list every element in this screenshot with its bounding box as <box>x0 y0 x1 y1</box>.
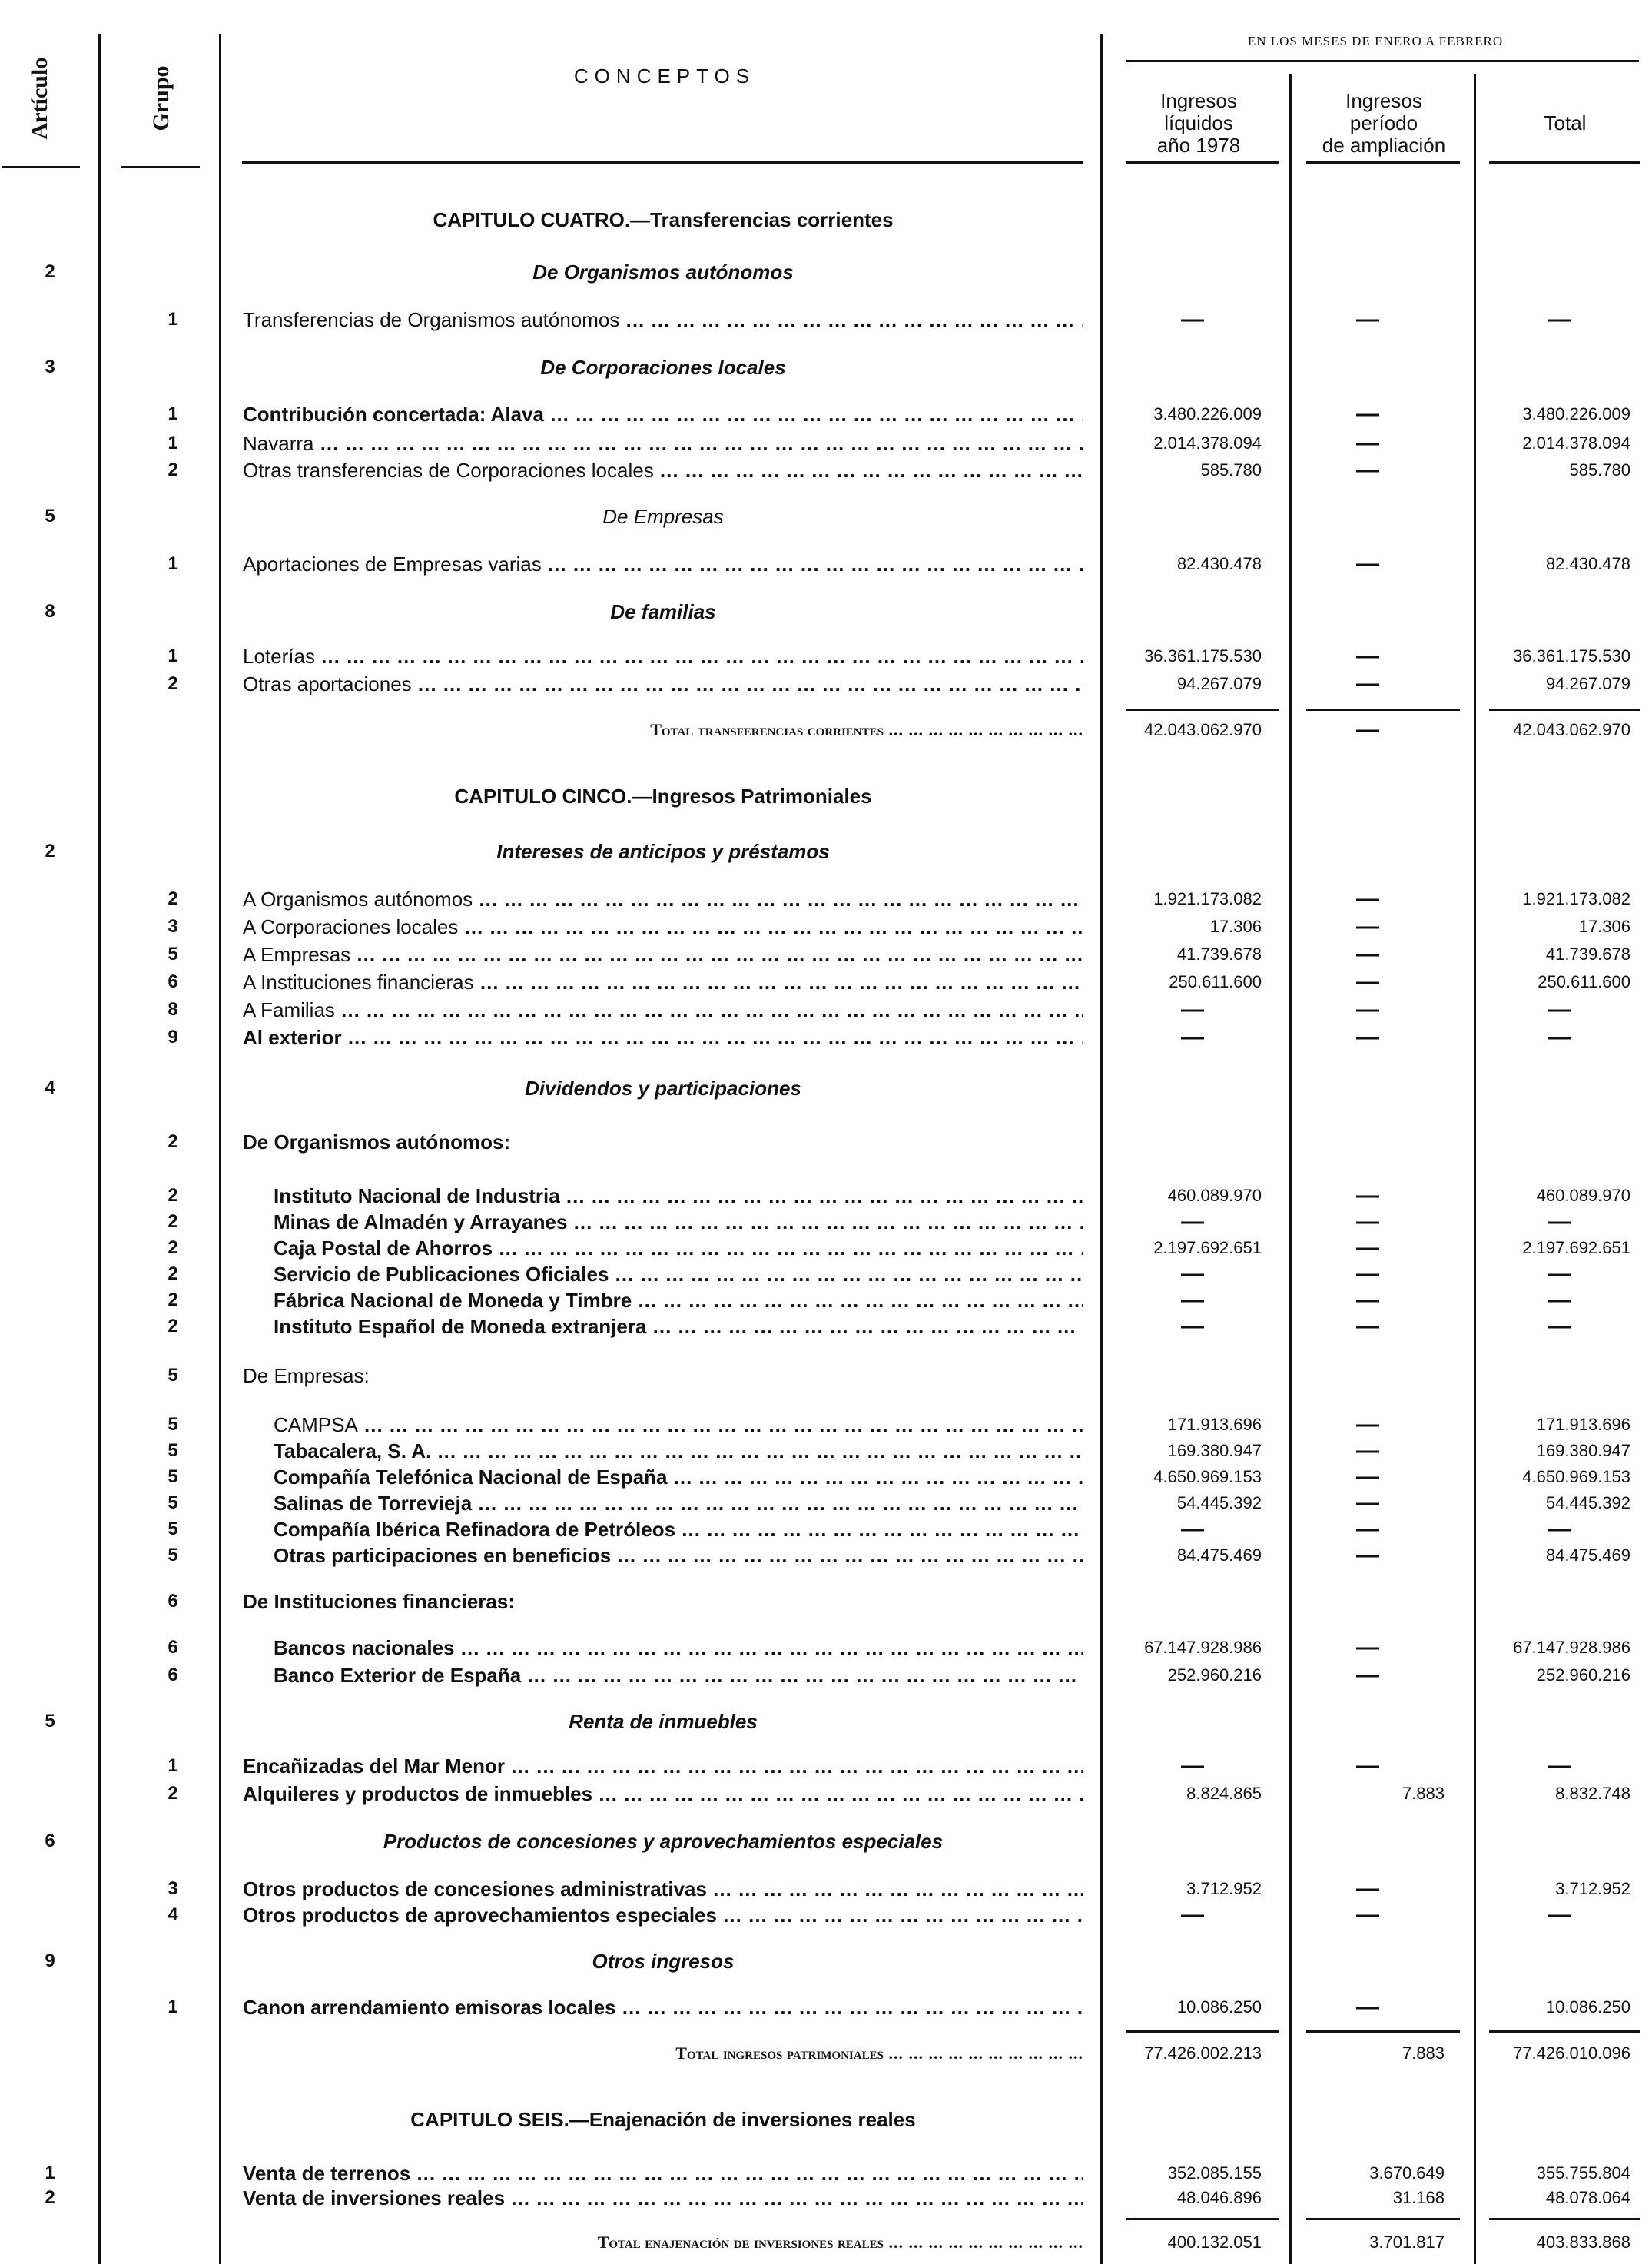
value-col3: — <box>1548 1516 1571 1542</box>
group-number: 6 <box>168 1637 178 1658</box>
value-col1: 41.739.678 <box>1176 944 1262 964</box>
value-col3: 460.089.970 <box>1536 1186 1630 1205</box>
concept-label: Otros productos de aprovechamientos especiales ... . <box>243 1901 1083 1929</box>
value-col2: — <box>1356 1412 1379 1437</box>
group-number: 2 <box>168 1783 178 1804</box>
sum-rule-col2 <box>1306 2030 1460 2033</box>
group-number: 8 <box>168 999 178 1020</box>
value-col2: — <box>1356 1994 1379 2020</box>
chapter-6-total-row <box>0 2229 1652 2256</box>
sum-rule-col2 <box>1306 709 1460 711</box>
table-row <box>0 430 1652 457</box>
chapter-5-title-row <box>0 782 1652 810</box>
table-row <box>0 1634 1652 1661</box>
sum-rule-col1 <box>1126 709 1279 711</box>
table-row <box>0 2159 1652 2187</box>
group-number: 3 <box>168 916 178 937</box>
sum-rule-col2 <box>1306 2218 1460 2220</box>
group-number: 5 <box>168 1545 178 1565</box>
value-col2: — <box>1356 1438 1379 1463</box>
concept-label: A Empresas ... . <box>243 941 1083 968</box>
table-row <box>0 2184 1652 2212</box>
value-col1: 8.824.865 <box>1186 1784 1262 1803</box>
header-rule-col2 <box>1306 161 1460 164</box>
value-col1: 252.960.216 <box>1167 1665 1262 1685</box>
header-rule-grp <box>121 166 200 168</box>
concept-label: Navarra ... . <box>243 430 1083 457</box>
group-number: 1 <box>168 433 178 453</box>
value-col2: — <box>1356 1235 1379 1260</box>
header-col1-line1: Ingresos <box>1160 89 1237 112</box>
section-heading-row <box>0 1708 1652 1735</box>
value-col3: — <box>1548 1313 1571 1339</box>
article-number: 3 <box>45 357 55 377</box>
header-col-ingresos-liquidos <box>1106 90 1291 157</box>
table-row <box>0 1780 1652 1808</box>
total-label: Total ingresos patrimoniales ... . <box>243 2040 1083 2067</box>
value-col1: 67.147.928.986 <box>1144 1638 1262 1657</box>
value-col2: — <box>1356 1287 1379 1313</box>
value-col3: 94.267.079 <box>1545 674 1630 693</box>
group-number: 2 <box>168 1185 178 1206</box>
value-col1: — <box>1181 1313 1204 1339</box>
value-col1: — <box>1181 307 1204 332</box>
table-row <box>0 1752 1652 1780</box>
value-col1: — <box>1181 997 1204 1022</box>
total-label: Total enajenación de inversiones reales ... . <box>243 2229 1083 2256</box>
subgroup-heading-row <box>0 1588 1652 1615</box>
group-number: 1 <box>168 403 178 424</box>
header-articulo: Artículo <box>27 57 52 140</box>
table-row <box>0 1437 1652 1465</box>
chapter-4-total-row <box>0 716 1652 744</box>
value-col3: — <box>1548 1261 1571 1286</box>
table-row <box>0 642 1652 670</box>
table-row <box>0 941 1652 968</box>
value-col2: — <box>1356 643 1379 669</box>
article-number: 5 <box>45 506 55 526</box>
value-col1: — <box>1181 1024 1204 1050</box>
concept-label: A Organismos autónomos ... . <box>243 885 1083 913</box>
concept-label: Contribución concertada: Alava ... . <box>243 400 1083 428</box>
total-col2: — <box>1356 717 1379 742</box>
subgroup-heading-row <box>0 1128 1652 1156</box>
value-col3: 67.147.928.986 <box>1513 1638 1630 1657</box>
group-number: 5 <box>168 944 178 964</box>
group-number: 1 <box>168 1997 178 2017</box>
article-number: 1 <box>45 2163 55 2183</box>
group-number: 5 <box>168 1440 178 1461</box>
value-col3: 10.086.250 <box>1545 1997 1630 2017</box>
concept-label: Venta de terrenos ... . <box>243 2159 1083 2187</box>
section-title: De Empresas <box>602 505 724 528</box>
value-col3: 17.306 <box>1578 917 1630 936</box>
value-col2: — <box>1356 886 1379 911</box>
article-number: 9 <box>45 1950 55 1971</box>
sum-rule-col1 <box>1126 2030 1279 2033</box>
section-title: De Corporaciones locales <box>540 356 786 379</box>
header-col2-line2: período <box>1349 111 1418 134</box>
concept-label: Bancos nacionales ... . <box>274 1634 1083 1661</box>
concept-label: Otras aportaciones ... . <box>243 670 1083 698</box>
concept-label: Instituto Nacional de Industria ... . <box>274 1182 1083 1210</box>
article-number: 2 <box>45 261 55 282</box>
value-col3: 171.913.696 <box>1536 1415 1630 1434</box>
value-col3: 84.475.469 <box>1545 1545 1630 1565</box>
value-col2: — <box>1356 1662 1379 1688</box>
value-col3: — <box>1548 1902 1571 1927</box>
header-rule-art <box>2 166 80 168</box>
table-row <box>0 1993 1652 2021</box>
group-number: 6 <box>168 1665 178 1685</box>
value-col3: 169.380.947 <box>1536 1441 1630 1460</box>
value-col2: — <box>1356 307 1379 332</box>
table-row <box>0 1182 1652 1210</box>
value-col1: — <box>1181 1902 1204 1927</box>
section-title: Otros ingresos <box>592 1950 735 1973</box>
value-col2: — <box>1356 1635 1379 1660</box>
sum-rule-col1 <box>1126 2218 1279 2220</box>
value-col2: — <box>1356 430 1379 456</box>
article-number: 6 <box>45 1831 55 1851</box>
article-number: 2 <box>45 841 55 861</box>
header-col-ingresos-ampliacion <box>1293 90 1475 157</box>
value-col3: 41.739.678 <box>1545 944 1630 964</box>
value-col2: — <box>1356 914 1379 939</box>
concept-label: Fábrica Nacional de Moneda y Timbre ... . <box>274 1286 1083 1314</box>
value-col2: — <box>1356 1753 1379 1778</box>
concept-label: Salinas de Torrevieja ... . <box>274 1489 1083 1517</box>
value-col3: 48.078.064 <box>1545 2188 1630 2207</box>
total-col3: 403.833.868 <box>1536 2232 1630 2252</box>
section-heading-row <box>0 1074 1652 1102</box>
section-title: Productos de concesiones y aprovechamientos especiales <box>383 1830 944 1853</box>
concept-label: Banco Exterior de España ... . <box>274 1661 1083 1689</box>
value-col2: — <box>1356 941 1379 967</box>
total-col1: 77.426.002.213 <box>1144 2043 1262 2063</box>
concept-label: Transferencias de Organismos autónomos ... . <box>243 306 1083 334</box>
value-col3: 8.832.748 <box>1555 1784 1630 1803</box>
value-col2: — <box>1356 1490 1379 1515</box>
value-col2: — <box>1356 1024 1379 1050</box>
value-col3: 1.921.173.082 <box>1522 889 1630 908</box>
value-col1: 17.306 <box>1209 917 1262 936</box>
total-col3: 42.043.062.970 <box>1513 720 1630 739</box>
concept-label: Loterías ... . <box>243 642 1083 670</box>
group-number: 2 <box>168 1263 178 1284</box>
concept-label: Otros productos de concesiones administrativas ... . <box>243 1875 1083 1903</box>
group-number: 2 <box>168 1211 178 1232</box>
value-col1: 48.046.896 <box>1176 2188 1262 2207</box>
group-number: 1 <box>168 646 178 666</box>
value-col2: — <box>1356 1902 1379 1927</box>
total-col3: 77.426.010.096 <box>1513 2043 1630 2063</box>
group-number: 5 <box>168 1414 178 1435</box>
value-col3: 4.650.969.153 <box>1522 1467 1630 1486</box>
header-period: EN LOS MESES DE ENERO A FEBRERO <box>1247 34 1504 48</box>
value-col2: — <box>1356 671 1379 696</box>
value-col1: 585.780 <box>1200 460 1262 480</box>
value-col3: 82.430.478 <box>1545 554 1630 573</box>
concept-label: Otras transferencias de Corporaciones locales ... . <box>243 456 1083 484</box>
header-col1-line2: líquidos <box>1164 111 1233 134</box>
section-heading-row <box>0 598 1652 626</box>
concept-label: Servicio de Publicaciones Oficiales ... . <box>274 1260 1083 1288</box>
value-col1: 2.014.378.094 <box>1153 433 1262 453</box>
table-row <box>0 1515 1652 1543</box>
sum-rule-col3 <box>1489 709 1640 711</box>
value-col3: 2.014.378.094 <box>1522 433 1630 453</box>
table-row <box>0 1024 1652 1051</box>
table-row <box>0 1489 1652 1517</box>
value-col3: — <box>1548 307 1571 332</box>
group-number: 2 <box>168 460 178 480</box>
value-col2: — <box>1356 1464 1379 1489</box>
subgroup-label: De Instituciones financieras: <box>243 1590 515 1613</box>
table-row <box>0 670 1652 698</box>
chapter-5-title: CAPITULO CINCO.—Ingresos Patrimoniales <box>454 785 872 808</box>
group-number: 2 <box>168 1237 178 1258</box>
value-col3: — <box>1548 1287 1571 1313</box>
value-col3: 3.712.952 <box>1555 1879 1630 1898</box>
value-col1: 4.650.969.153 <box>1153 1467 1262 1486</box>
value-col2: — <box>1356 457 1379 483</box>
concept-label: Otras participaciones en beneficios ... . <box>274 1542 1083 1569</box>
value-col1: 54.445.392 <box>1176 1493 1262 1512</box>
total-col2: 7.883 <box>1402 2043 1445 2063</box>
header-col-total: Total <box>1544 111 1587 134</box>
group-number: 5 <box>168 1519 178 1539</box>
concept-label: Encañizadas del Mar Menor ... . <box>243 1752 1083 1780</box>
table-row <box>0 1875 1652 1903</box>
table-row <box>0 968 1652 996</box>
group-number: 3 <box>168 1878 178 1899</box>
chapter-4-title-row <box>0 206 1652 234</box>
value-col2: — <box>1356 997 1379 1022</box>
value-col1: 3.480.226.009 <box>1153 404 1262 423</box>
value-col2: 31.168 <box>1392 2188 1445 2207</box>
chapter-6-title: CAPITULO SEIS.—Enajenación de inversiones reales <box>410 2108 916 2131</box>
concept-label: Compañía Telefónica Nacional de España ... . <box>274 1463 1083 1491</box>
sum-rule-col3 <box>1489 2030 1640 2033</box>
value-col1: 1.921.173.082 <box>1153 889 1262 908</box>
value-col1: 94.267.079 <box>1176 674 1262 693</box>
concept-label: CAMPSA ... . <box>274 1411 1083 1439</box>
header-grupo: Grupo <box>148 65 174 131</box>
value-col1: 82.430.478 <box>1176 554 1262 573</box>
group-number: 2 <box>168 673 178 694</box>
table-row <box>0 885 1652 913</box>
value-col1: — <box>1181 1516 1204 1542</box>
concept-label: Compañía Ibérica Refinadora de Petróleos ... . <box>274 1515 1083 1543</box>
article-number: 5 <box>45 1711 55 1731</box>
section-heading-row <box>0 354 1652 381</box>
concept-label: Alquileres y productos de inmuebles ... . <box>243 1780 1083 1808</box>
chapter-5-total-row <box>0 2040 1652 2067</box>
subgroup-heading-row <box>0 1362 1652 1389</box>
table-row <box>0 306 1652 334</box>
table-row <box>0 996 1652 1024</box>
value-col1: 36.361.175.530 <box>1144 646 1262 666</box>
concept-label: A Instituciones financieras ... . <box>243 968 1083 996</box>
total-col1: 42.043.062.970 <box>1144 720 1262 739</box>
value-col2: — <box>1356 1183 1379 1208</box>
header-rule-conceptos <box>242 161 1083 164</box>
table-row <box>0 1411 1652 1439</box>
group-number: 2 <box>168 1290 178 1310</box>
group-number: 4 <box>168 1904 178 1925</box>
value-col3: 54.445.392 <box>1545 1493 1630 1512</box>
concept-label: Tabacalera, S. A. ... . <box>274 1437 1083 1465</box>
value-col2: 3.670.649 <box>1369 2163 1445 2183</box>
section-heading-row <box>0 1827 1652 1855</box>
group-number: 9 <box>168 1027 178 1047</box>
header-conceptos: CONCEPTOS <box>573 65 756 88</box>
value-col3: 250.611.600 <box>1538 972 1630 991</box>
chapter-4-title: CAPITULO CUATRO.—Transferencias corrientes <box>433 208 894 231</box>
value-col1: 3.712.952 <box>1186 1879 1262 1898</box>
table-row <box>0 456 1652 484</box>
group-number: 2 <box>168 1131 178 1152</box>
group-number: 5 <box>168 1466 178 1487</box>
value-col1: 171.913.696 <box>1167 1415 1262 1434</box>
value-col2: 7.883 <box>1402 1784 1445 1803</box>
header-col2-line1: Ingresos <box>1345 89 1422 112</box>
table-row <box>0 400 1652 428</box>
table-row <box>0 550 1652 578</box>
section-title: Dividendos y participaciones <box>525 1077 801 1100</box>
article-number: 8 <box>45 601 55 622</box>
value-col2: — <box>1356 1209 1379 1234</box>
value-col3: — <box>1548 1753 1571 1778</box>
group-number: 6 <box>168 1591 178 1612</box>
section-heading-row <box>0 258 1652 286</box>
value-col2: — <box>1356 1261 1379 1286</box>
table-row <box>0 1661 1652 1689</box>
table-row <box>0 1901 1652 1929</box>
header-rule-col3 <box>1489 161 1640 164</box>
value-col2: — <box>1356 551 1379 576</box>
header-rule-col1 <box>1126 161 1279 164</box>
sum-rule-col3 <box>1489 2218 1640 2220</box>
total-col2: 3.701.817 <box>1369 2232 1445 2252</box>
value-col1: 2.197.692.651 <box>1153 1238 1262 1257</box>
chapter-6-title-row <box>0 2106 1652 2133</box>
table-row <box>0 1208 1652 1236</box>
value-col2: — <box>1356 1876 1379 1901</box>
value-col2: — <box>1356 1516 1379 1542</box>
table-row <box>0 913 1652 941</box>
subgroup-label: De Organismos autónomos: <box>243 1130 511 1154</box>
section-heading-row <box>0 503 1652 530</box>
value-col1: — <box>1181 1209 1204 1234</box>
concept-label: A Familias ... . <box>243 996 1083 1024</box>
group-number: 1 <box>168 309 178 330</box>
total-col1: 400.132.051 <box>1167 2232 1262 2252</box>
group-number: 2 <box>168 888 178 909</box>
group-number: 1 <box>168 1755 178 1776</box>
article-number: 4 <box>45 1077 55 1098</box>
section-heading-row <box>0 838 1652 865</box>
group-number: 6 <box>168 971 178 992</box>
value-col3: 252.960.216 <box>1536 1665 1630 1685</box>
concept-label: Venta de inversiones reales ... . <box>243 2184 1083 2212</box>
header-col2-line3: de ampliación <box>1322 134 1446 157</box>
value-col1: 250.611.600 <box>1169 972 1262 991</box>
value-col1: 10.086.250 <box>1176 1997 1262 2017</box>
concept-label: Aportaciones de Empresas varias ... . <box>243 550 1083 578</box>
value-col1: 460.089.970 <box>1167 1186 1262 1205</box>
concept-label: Canon arrendamiento emisoras locales ... . <box>243 1993 1083 2021</box>
value-col1: — <box>1181 1287 1204 1313</box>
value-col1: — <box>1181 1261 1204 1286</box>
concept-label: Minas de Almadén y Arrayanes ... . <box>274 1208 1083 1236</box>
value-col1: — <box>1181 1753 1204 1778</box>
section-title: De Organismos autónomos <box>532 261 794 284</box>
value-col2: — <box>1356 401 1379 427</box>
section-title: Intereses de anticipos y préstamos <box>496 840 830 863</box>
total-label: Total transferencias corrientes ... . <box>243 716 1083 744</box>
table-row <box>0 1313 1652 1340</box>
section-title: De familias <box>610 600 716 623</box>
header-period-rule <box>1126 60 1639 62</box>
value-col3: 3.480.226.009 <box>1522 404 1630 423</box>
table-row <box>0 1234 1652 1262</box>
group-number: 2 <box>168 1316 178 1336</box>
table-row <box>0 1542 1652 1569</box>
group-number: 5 <box>168 1492 178 1513</box>
table-row <box>0 1463 1652 1491</box>
concept-label: A Corporaciones locales ... . <box>243 913 1083 941</box>
value-col2: — <box>1356 1313 1379 1339</box>
article-number: 2 <box>45 2187 55 2208</box>
concept-label: Caja Postal de Ahorros ... . <box>274 1234 1083 1262</box>
value-col3: 36.361.175.530 <box>1513 646 1630 666</box>
value-col1: 169.380.947 <box>1167 1441 1262 1460</box>
concept-label: Al exterior ... . <box>243 1024 1083 1051</box>
value-col2: — <box>1356 969 1379 994</box>
value-col1: 352.085.155 <box>1167 2163 1262 2183</box>
value-col3: 355.755.804 <box>1536 2163 1630 2183</box>
section-heading-row <box>0 1947 1652 1975</box>
value-col1: 84.475.469 <box>1176 1545 1262 1565</box>
value-col3: — <box>1548 997 1571 1022</box>
concept-label: Instituto Español de Moneda extranjera ... . <box>274 1313 1083 1340</box>
value-col3: — <box>1548 1024 1571 1050</box>
table-row <box>0 1286 1652 1314</box>
value-col2: — <box>1356 1542 1379 1568</box>
group-number: 1 <box>168 553 178 574</box>
subgroup-label: De Empresas: <box>243 1364 370 1387</box>
section-title: Renta de inmuebles <box>569 1710 758 1733</box>
value-col3: — <box>1548 1209 1571 1234</box>
group-number: 5 <box>168 1365 178 1386</box>
table-row <box>0 1260 1652 1288</box>
value-col3: 585.780 <box>1569 460 1630 480</box>
header-col1-line3: año 1978 <box>1156 134 1241 157</box>
value-col3: 2.197.692.651 <box>1522 1238 1630 1257</box>
